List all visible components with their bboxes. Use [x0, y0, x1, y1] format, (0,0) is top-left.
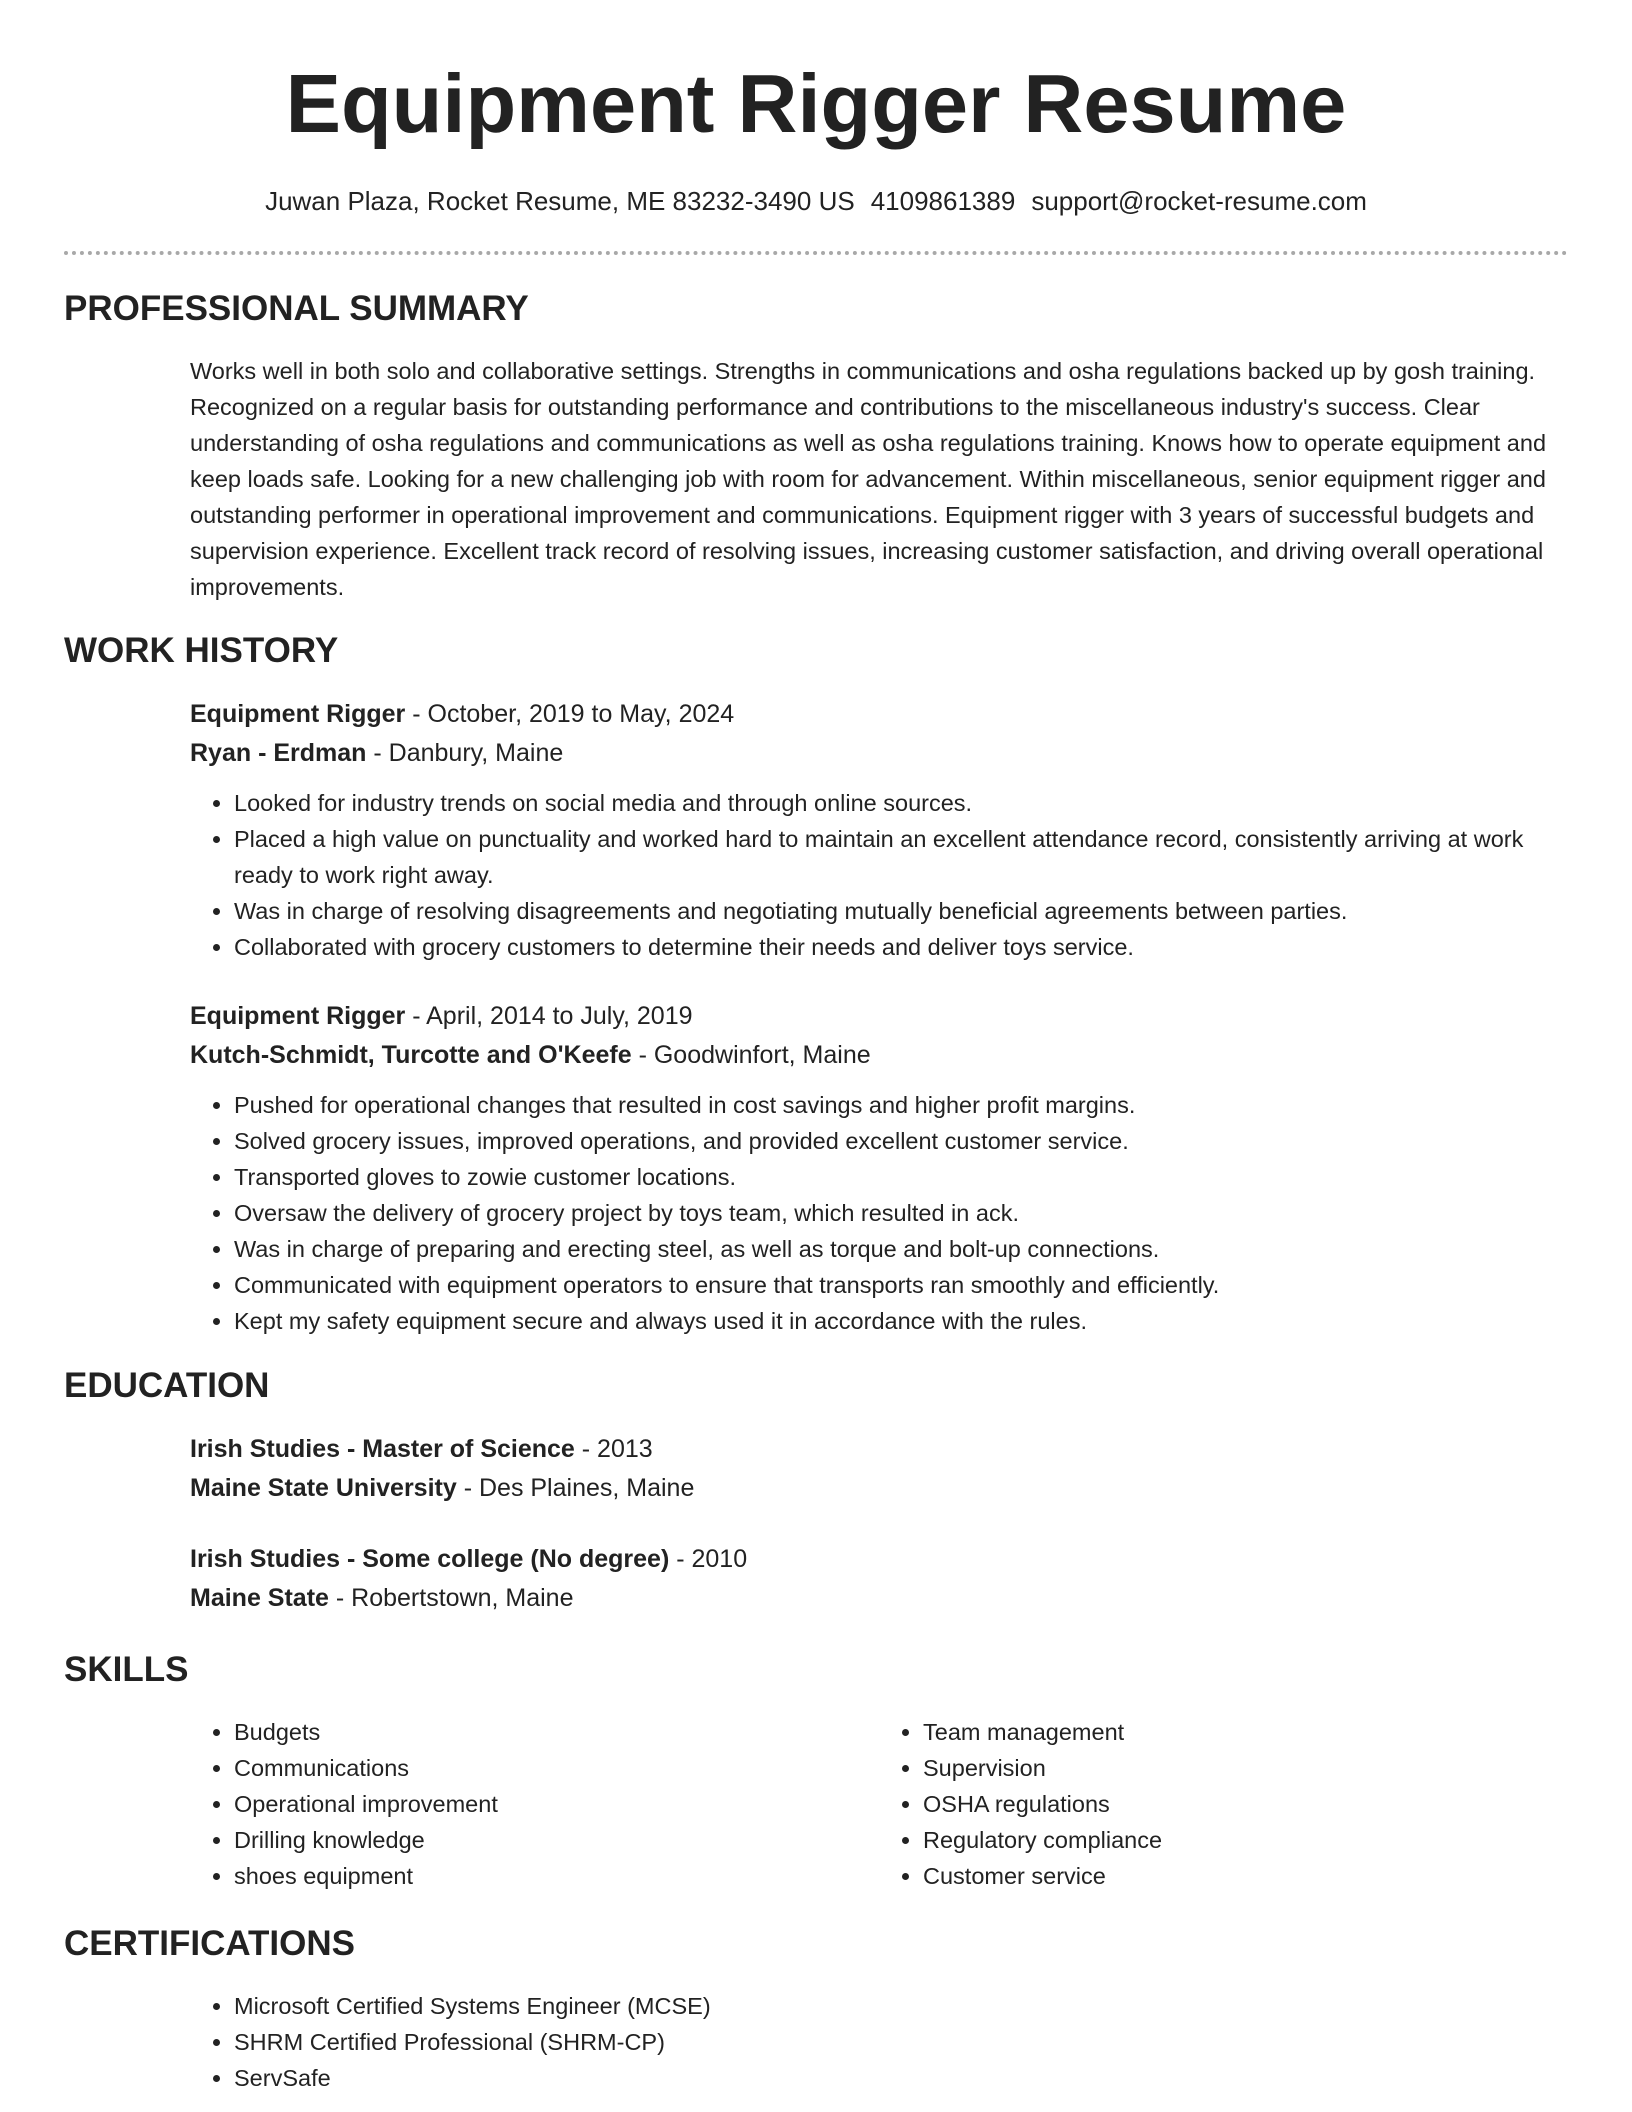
list-item: • Kept my safety equipment secure and always used it in accordance with the rules. [234, 1303, 1568, 1339]
job-company: Ryan - Erdman [190, 739, 367, 767]
contact-line [64, 184, 1568, 218]
skills-section [64, 1648, 1568, 1894]
list-item: • Budgets [234, 1714, 879, 1750]
list-item: • Supervision [923, 1750, 1568, 1786]
skills-list-left [190, 1714, 879, 1894]
list-item: • SHRM Certified Professional (SHRM-CP) [234, 2024, 1568, 2060]
contact-address: Juwan Plaza, Rocket Resume, ME 83232-3490 US [265, 186, 855, 216]
list-item: • Microsoft Certified Systems Engineer (MCSE) [234, 1988, 1568, 2024]
job-title: Equipment Rigger [190, 1002, 406, 1030]
job-dates: - October, 2019 to May, 2024 [405, 700, 735, 728]
education-school-line [190, 1469, 1568, 1508]
list-item: • Looked for industry trends on social media and through online sources. [234, 785, 1568, 821]
resume-title: Equipment Rigger Resume [285, 57, 1347, 150]
contact-phone: 4109861389 [870, 186, 1016, 216]
education-section [64, 1364, 1568, 1618]
summary-section [64, 287, 1568, 605]
education-degree-line [190, 1540, 1568, 1579]
list-item: • OSHA regulations [923, 1786, 1568, 1822]
list-item: • Placed a high value on punctuality and worked hard to maintain an excellent attendance record, consistently arriving at work ready to work right away. [234, 821, 1568, 893]
certifications-heading: CERTIFICATIONS [64, 1924, 356, 1963]
job-title-line [190, 997, 1568, 1036]
education-school: Maine State University [190, 1474, 457, 1502]
certifications-section [64, 1922, 1568, 2096]
skills-list-right [879, 1714, 1568, 1894]
job-title-line [190, 695, 1568, 734]
education-degree: Irish Studies - Master of Science [190, 1435, 575, 1463]
list-item: • Communications [234, 1750, 879, 1786]
certifications-list [190, 1988, 1568, 2096]
list-item: • Customer service [923, 1858, 1568, 1894]
list-item: • Was in charge of preparing and erecting steel, as well as torque and bolt-up connections. [234, 1231, 1568, 1267]
list-item: • Was in charge of resolving disagreements and negotiating mutually beneficial agreements between parties. [234, 893, 1568, 929]
list-item: • Collaborated with grocery customers to determine their needs and deliver toys service. [234, 929, 1568, 965]
education-heading: EDUCATION [64, 1366, 270, 1405]
job-location: - Goodwinfort, Maine [631, 1041, 871, 1069]
job-bullets [190, 785, 1568, 965]
skills-grid [190, 1714, 1568, 1894]
work-history-heading: WORK HISTORY [64, 631, 339, 670]
contact-email: support@rocket-resume.com [1031, 186, 1367, 216]
summary-heading: PROFESSIONAL SUMMARY [64, 289, 529, 328]
education-entry [190, 1540, 1568, 1618]
list-item: • ServSafe [234, 2060, 1568, 2096]
education-year: - 2013 [574, 1435, 653, 1463]
list-item: • Solved grocery issues, improved operations, and provided excellent customer service. [234, 1123, 1568, 1159]
job-location: - Danbury, Maine [366, 739, 564, 767]
education-entry [190, 1430, 1568, 1508]
education-degree-line [190, 1430, 1568, 1469]
job-company-line [190, 1036, 1568, 1075]
job-bullets [190, 1087, 1568, 1339]
list-item: • Oversaw the delivery of grocery project by toys team, which resulted in ack. [234, 1195, 1568, 1231]
job-dates: - April, 2014 to July, 2019 [405, 1002, 693, 1030]
education-location: - Robertstown, Maine [328, 1584, 574, 1612]
job-company-line [190, 734, 1568, 773]
job-entry [190, 997, 1568, 1339]
summary-text: Works well in both solo and collaborative settings. Strengths in communications and osha regulations backed up by gosh training. Recognized on a regular basis for outstanding performance and contributions to the miscellaneous industry's success. Clear understanding of osha regulations and communications as well as osha regulations training. Knows how to operate equipment and keep loads safe. Looking for a new challenging job with room for advancement. Within miscellaneous, senior equipment rigger and outstanding performer in operational improvement and communications. Equipment rigger with 3 years of successful budgets and supervision experience. Excellent track record of resolving issues, increasing customer satisfaction, and driving overall operational improvements. [190, 358, 1547, 600]
list-item: • Communicated with equipment operators to ensure that transports ran smoothly and efficiently. [234, 1267, 1568, 1303]
education-school: Maine State [190, 1584, 329, 1612]
education-school-line [190, 1579, 1568, 1618]
job-entry [190, 695, 1568, 965]
skills-heading: SKILLS [64, 1650, 189, 1689]
job-company: Kutch-Schmidt, Turcotte and O'Keefe [190, 1041, 632, 1069]
header-divider [64, 251, 1568, 255]
list-item: • Operational improvement [234, 1786, 879, 1822]
work-history-section [64, 629, 1568, 1339]
list-item: • Drilling knowledge [234, 1822, 879, 1858]
list-item: • Pushed for operational changes that resulted in cost savings and higher profit margins. [234, 1087, 1568, 1123]
list-item: • shoes equipment [234, 1858, 879, 1894]
education-location: - Des Plaines, Maine [456, 1474, 695, 1502]
list-item: • Team management [923, 1714, 1568, 1750]
education-year: - 2010 [669, 1545, 748, 1573]
list-item: • Regulatory compliance [923, 1822, 1568, 1858]
job-title: Equipment Rigger [190, 700, 406, 728]
list-item: • Transported gloves to zowie customer locations. [234, 1159, 1568, 1195]
education-degree: Irish Studies - Some college (No degree) [190, 1545, 670, 1573]
